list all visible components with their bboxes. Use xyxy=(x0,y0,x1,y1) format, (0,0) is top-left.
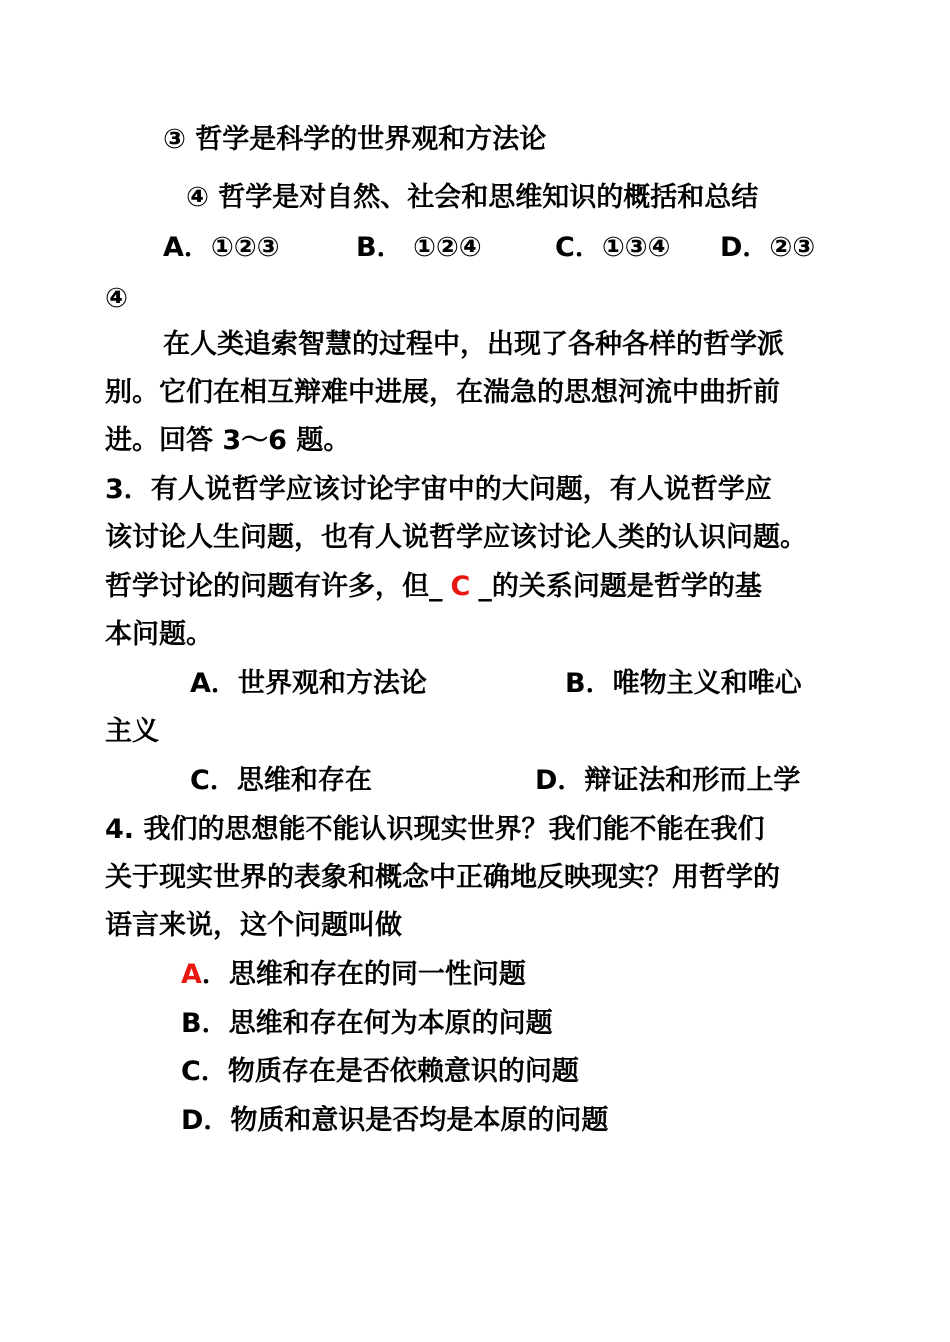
q2-choice-d: D．②③ xyxy=(720,232,816,263)
q3-option-d: D．辩证法和形而上学 xyxy=(535,765,801,796)
q3-option-a: A．世界观和方法论 xyxy=(190,668,427,699)
q3-line-3-before: 哲学讨论的问题有许多，但_ xyxy=(105,571,443,602)
q3-option-b: B．唯物主义和唯心 xyxy=(565,668,802,699)
q3-line-3 xyxy=(105,569,762,605)
q2-choices xyxy=(0,230,950,266)
q2-choice-a: A．①②③ xyxy=(163,232,280,263)
q3-option-c: C．思维和存在 xyxy=(190,765,372,796)
q2-choice-d-wrap: ④ xyxy=(105,283,128,314)
q4-option-a xyxy=(181,957,526,993)
intro-line-2: 别。它们在相互辩难中进展，在湍急的思想河流中曲折前 xyxy=(105,377,780,408)
intro-line-3: 进。回答 3～6 题。 xyxy=(105,425,351,456)
q3-line-3-after: _的关系问题是哲学的基 xyxy=(478,571,762,602)
q2-choice-c: C．①③④ xyxy=(555,232,671,263)
q2-item-3: ③ 哲学是科学的世界观和方法论 xyxy=(163,124,547,155)
q2-item-4: ④ 哲学是对自然、社会和思维知识的概括和总结 xyxy=(186,182,759,213)
q4-line-1: 4. 我们的思想能不能认识现实世界？我们能不能在我们 xyxy=(105,814,765,845)
q4-option-d: D．物质和意识是否均是本原的问题 xyxy=(181,1105,609,1136)
q3-answer: C xyxy=(450,571,471,602)
q3-option-b-wrap: 主义 xyxy=(105,716,159,747)
q4-line-2: 关于现实世界的表象和概念中正确地反映现实？用哲学的 xyxy=(105,862,780,893)
q4-line-3: 语言来说，这个问题叫做 xyxy=(105,910,402,941)
q3-line-2: 该讨论人生问题，也有人说哲学应该讨论人类的认识问题。 xyxy=(105,522,807,553)
q3-line-1: 3．有人说哲学应该讨论宇宙中的大问题，有人说哲学应 xyxy=(105,474,772,505)
q4-option-a-letter: A xyxy=(181,959,202,990)
q3-line-4: 本问题。 xyxy=(105,619,213,650)
q4-option-c: C．物质存在是否依赖意识的问题 xyxy=(181,1056,579,1087)
q4-option-a-text: ．思维和存在的同一性问题 xyxy=(201,959,526,990)
q2-choice-b: B． ①②④ xyxy=(356,232,482,263)
intro-line-1: 在人类追索智慧的过程中，出现了各种各样的哲学派 xyxy=(163,329,784,360)
q4-option-b: B．思维和存在何为本原的问题 xyxy=(181,1008,553,1039)
